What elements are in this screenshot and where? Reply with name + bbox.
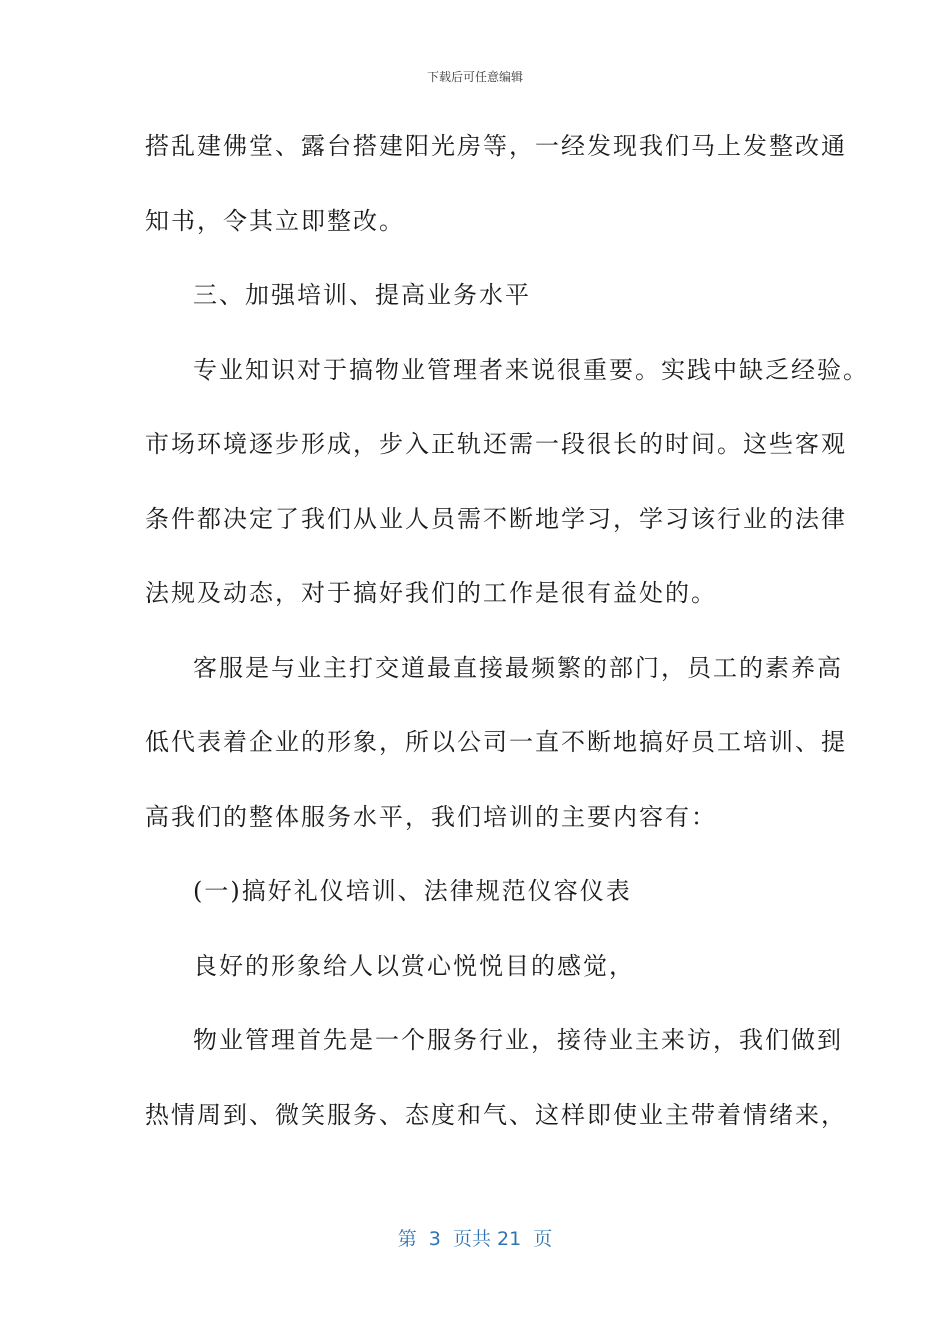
paragraph-line-8: 客服是与业主打交道最直接最频繁的部门，员工的素养高 [193,653,843,682]
paragraph-line-14: 热情周到、微笑服务、态度和气、这样即使业主带着情绪来， [145,1100,847,1129]
paragraph-line-4: 专业知识对于搞物业管理者来说很重要。实践中缺乏经验。 [193,355,869,384]
paragraph-line-5: 市场环境逐步形成，步入正轨还需一段很长的时间。这些客观 [145,430,847,458]
paragraph-line-7: 法规及动态，对于搞好我们的工作是很有益处的。 [145,579,717,607]
paragraph-line-12: 良好的形象给人以赏心悦悦目的感觉， [193,951,635,980]
paragraph-line-13: 物业管理首先是一个服务行业，接待业主来访，我们做到 [193,1026,843,1054]
paragraph-line-9: 低代表着企业的形象，所以公司一直不断地搞好员工培训、提 [145,728,847,756]
page-number-footer: 第 3 页共 21 页 [397,1228,553,1250]
section-heading-3: 三、加强培训、提高业务水平 [193,281,531,309]
subsection-heading-1: (一)搞好礼仪培训、法律规范仪容仪表 [193,877,632,905]
paragraph-line-6: 条件都决定了我们从业人员需不断地学习，学习该行业的法律 [145,504,847,533]
paragraph-line-10: 高我们的整体服务水平，我们培训的主要内容有： [145,802,717,831]
header-note: 下载后可任意编辑 [426,70,523,84]
paragraph-line-1: 搭乱建佛堂、露台搭建阳光房等，一经发现我们马上发整改通 [145,132,847,160]
paragraph-line-2: 知书，令其立即整改。 [145,206,405,235]
document-body [145,122,869,1165]
